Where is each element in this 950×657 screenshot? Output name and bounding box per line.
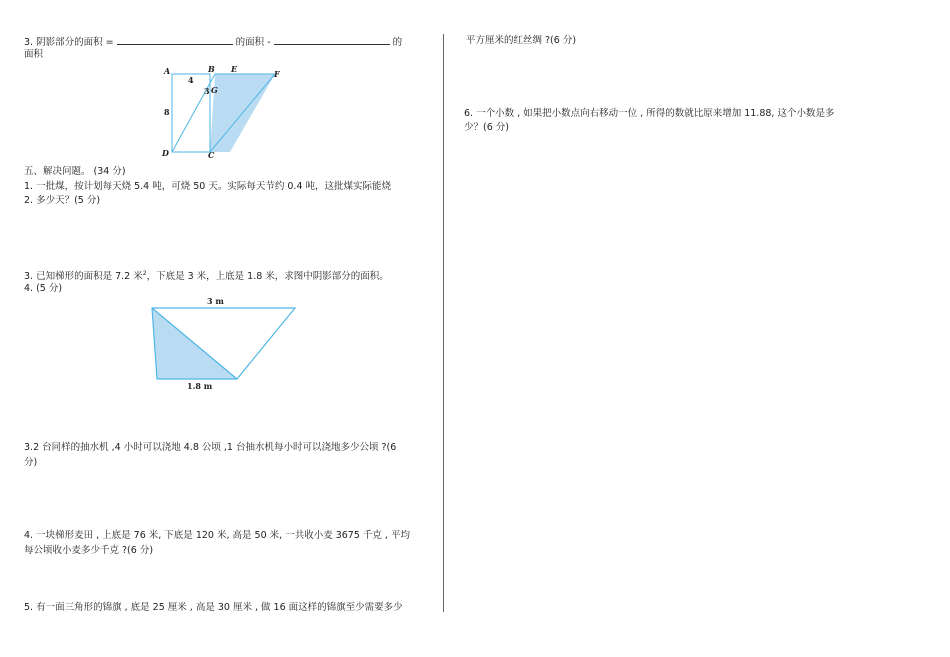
problem-3-line1 <box>24 267 389 284</box>
label-f: F <box>274 69 280 79</box>
superscript-2: 2 <box>142 270 147 277</box>
problem-6-line2: 少？(6 分) <box>464 122 509 133</box>
problem-4-line2: 每公顷收小麦多少千克 ?(6 分) <box>24 545 154 556</box>
q3-suffix: 的 <box>392 37 403 48</box>
q3-line2: 面积 <box>24 49 44 60</box>
q3-prefix: 3. 阴影部分的面积 = <box>24 37 114 48</box>
problem-5-continued: 平方厘米的红丝绸 ?(6 分) <box>466 35 577 46</box>
label-bottom-1-8m: 1.8 m <box>187 381 213 391</box>
problem-3-text-b: ，下底是 3 米，上底是 1.8 米，求图中阴影部分的面积。 <box>146 271 389 283</box>
q3-mid: 的面积 - <box>235 37 271 48</box>
problem-1-line1: 1. 一批煤，按计划每天烧 5.4 吨，可烧 50 天。实际每天节约 0.4 吨，这批煤实际能烧 <box>24 181 392 192</box>
label-d: D <box>162 148 169 158</box>
problem-5-line1: 5. 有一面三角形的锦旗 , 底是 25 厘米 , 高是 30 厘米 , 做 16 面这样的锦旗至少需要多少 <box>24 602 403 613</box>
answer-blank-2[interactable] <box>274 34 390 45</box>
q3-line1 <box>24 34 402 50</box>
problem-6-line1: 6. 一个小数 , 如果把小数点向右移动一位 , 所得的数就比原来增加 11.88, 这个小数是多 <box>464 108 835 119</box>
label-e: E <box>231 64 238 74</box>
problem-3-line2: 4. (5 分) <box>24 283 63 294</box>
label-length-3: 3 <box>204 86 210 96</box>
answer-blank-1[interactable] <box>117 34 233 45</box>
problem-3-2-line1: 3.2 台同样的抽水机 ,4 小时可以浇地 4.8 公顷 ,1 台抽水机每小时可以浇地多少公顷 ?(6 <box>24 442 397 453</box>
label-length-4: 4 <box>188 75 194 85</box>
problem-3-2-line2: 分) <box>24 457 38 468</box>
column-divider <box>443 34 444 612</box>
problem-1-line2: 2. 多少天？(5 分) <box>24 195 101 206</box>
label-top-3m: 3 m <box>207 296 224 306</box>
label-length-8: 8 <box>164 107 170 117</box>
problem-4-line1: 4. 一块梯形麦田 , 上底是 76 米, 下底是 120 米, 高是 50 米, 一共收小麦 3675 千克 , 平均 <box>24 530 410 541</box>
section-5-title: 五、解决问题。 (34 分) <box>24 166 126 177</box>
shaded-parallelogram-figure <box>160 66 300 158</box>
trapezoid-figure <box>145 295 305 391</box>
label-c: C <box>208 150 215 160</box>
problem-3-text-a: 3. 已知梯形的面积是 7.2 米 <box>24 271 143 283</box>
label-a: A <box>164 66 171 76</box>
label-b: B <box>208 64 215 74</box>
label-g: G <box>211 85 218 95</box>
